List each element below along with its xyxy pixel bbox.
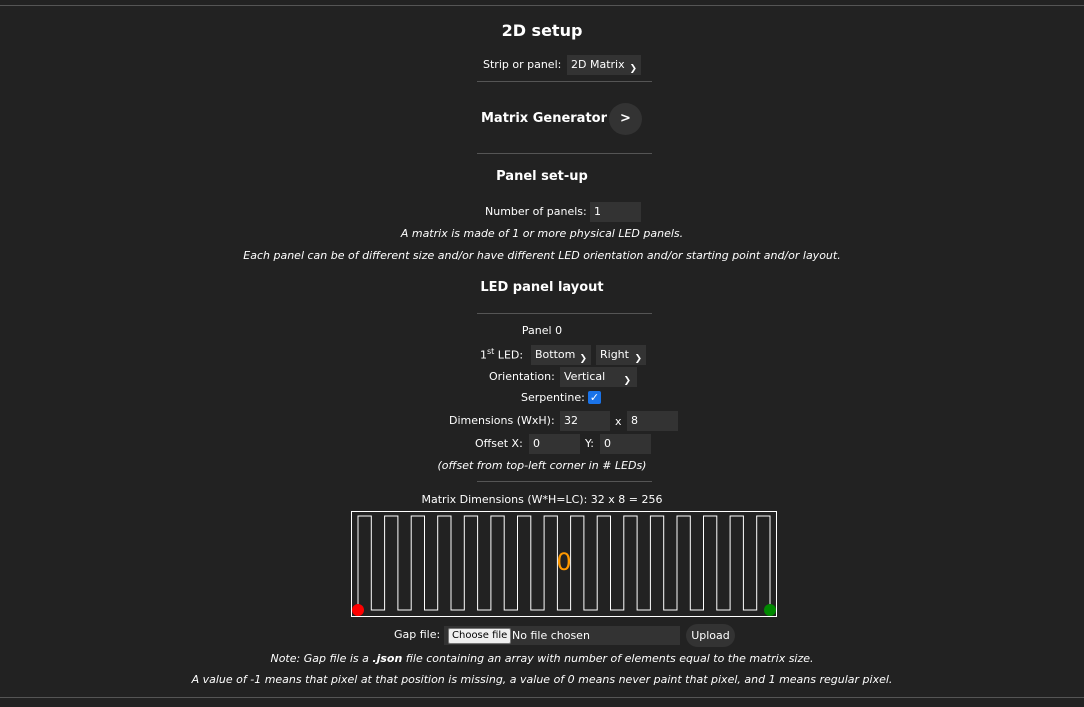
end-led-marker	[764, 604, 776, 616]
divider	[477, 81, 652, 82]
chevron-down-icon: ❯	[634, 354, 642, 364]
checkmark-icon: ✓	[589, 391, 600, 404]
orientation-label: Orientation:	[489, 370, 555, 383]
chevron-down-icon: ❯	[579, 354, 587, 364]
orientation-value: Vertical	[564, 370, 606, 383]
strip-or-panel-select[interactable]	[567, 55, 641, 75]
upload-button[interactable]: Upload	[686, 624, 735, 647]
bottom-divider	[0, 697, 1084, 698]
first-led-vertical-value: Bottom	[535, 348, 576, 361]
top-divider	[0, 5, 1084, 6]
offset-x-input[interactable]: 0	[529, 434, 580, 454]
offset-x-label: Offset X:	[475, 437, 523, 450]
matrix-generator-label: Matrix Generator	[481, 111, 608, 126]
height-input[interactable]: 8	[627, 411, 678, 431]
chevron-down-icon: ❯	[629, 64, 637, 74]
serpentine-label: Serpentine:	[521, 391, 585, 404]
number-of-panels-input[interactable]: 1	[590, 202, 641, 222]
page-title: 2D setup	[501, 21, 583, 40]
start-led-marker	[352, 604, 364, 616]
first-led-vertical-select[interactable]	[531, 345, 591, 365]
choose-file-button[interactable]: Choose file	[448, 628, 511, 644]
no-file-chosen-text: No file chosen	[512, 629, 590, 642]
panel-index-label: 0	[556, 548, 572, 576]
offset-y-label: Y:	[585, 437, 594, 450]
first-led-horizontal-value: Right	[600, 348, 629, 361]
led-panel-layout-heading: LED panel layout	[480, 280, 604, 295]
dimensions-separator: x	[615, 415, 622, 428]
number-of-panels-label: Number of panels:	[485, 205, 587, 218]
panel-setup-note: A matrix is made of 1 or more physical LED panels.	[400, 227, 684, 240]
offset-y-input[interactable]: 0	[600, 434, 651, 454]
divider	[477, 313, 652, 314]
matrix-generator-button[interactable]: >	[609, 103, 642, 135]
panel-setup-note: Each panel can be of different size and/or have different LED orientation and/or starting point and/or layout.	[243, 249, 841, 262]
offset-note: (offset from top-left corner in # LEDs)	[437, 459, 647, 472]
dimensions-label: Dimensions (WxH):	[449, 414, 555, 427]
orientation-select[interactable]	[560, 367, 637, 387]
width-input[interactable]: 32	[560, 411, 610, 431]
first-led-label: 1st LED:	[480, 347, 524, 362]
strip-or-panel-label: Strip or panel:	[483, 58, 562, 71]
gap-file-note: Note: Gap file is a .json file containing an array with number of elements equal to the matrix size.	[270, 652, 814, 665]
gap-file-label: Gap file:	[394, 628, 441, 641]
serpentine-checkbox[interactable]	[588, 391, 601, 404]
panel-setup-heading: Panel set-up	[496, 169, 588, 184]
gap-file-note: A value of -1 means that pixel at that position is missing, a value of 0 means never paint that pixel, and 1 means regular pixel.	[191, 673, 893, 686]
matrix-dimensions-summary: Matrix Dimensions (W*H=LC): 32 x 8 = 256	[421, 493, 663, 506]
strip-or-panel-value: 2D Matrix	[571, 58, 625, 71]
first-led-horizontal-select[interactable]	[596, 345, 646, 365]
chevron-down-icon: ❯	[623, 376, 631, 386]
matrix-preview	[350, 510, 780, 620]
panel-title: Panel 0	[521, 324, 563, 337]
divider	[477, 481, 652, 482]
divider	[477, 153, 652, 154]
